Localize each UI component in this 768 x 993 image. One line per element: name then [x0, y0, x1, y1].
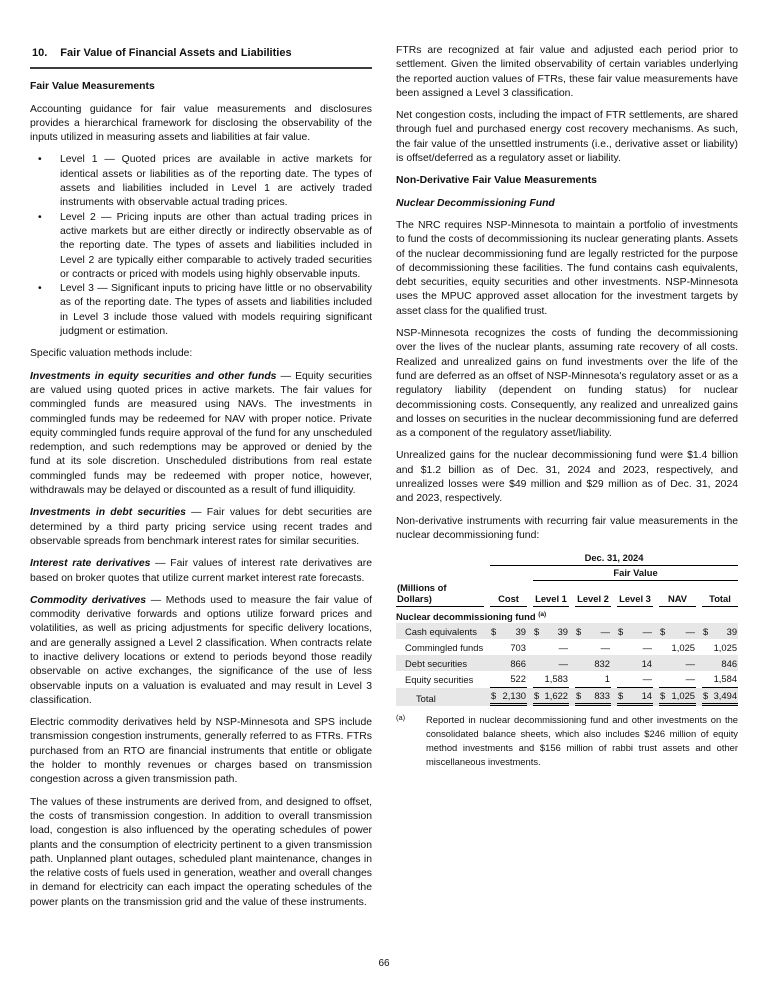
definition-lead: Investments in equity securities and other funds: [30, 370, 277, 382]
heading-non-derivative: Non-Derivative Fair Value Measurements: [396, 175, 597, 187]
paragraph-ftr-recognition: FTRs are recognized at fair value and adjusted each period prior to settlement. Given the limited observability of certain variables underlying the reported auction values of FTRs, these fair value measurements have been assigned a Level 3 classification.: [396, 45, 738, 99]
section-label-text: Nuclear decommissioning fund: [396, 611, 539, 623]
value-cell: [484, 671, 527, 688]
value-cell: [696, 688, 738, 707]
fair-value-table: [396, 551, 738, 706]
cell-value: —: [685, 657, 695, 669]
cell-value: —: [600, 625, 610, 637]
table-row-total: [396, 688, 738, 707]
fair-value-group-header: Fair Value: [533, 566, 738, 581]
cell-value: 2,130: [502, 689, 526, 701]
level-bullet-list: [30, 153, 372, 339]
dollar-sign: $: [618, 625, 624, 637]
table-row-equity-securities: [396, 671, 738, 688]
definition-text: — Equity securities are valued using quoted prices in active markets. The fair values for commingled funds are measured using NAVs. The investments in commingled funds may be redeemed for NAV with proper notice. Private equity commingled funds require approval of the fund for any unscheduled redemption, and such redemptions may be approved or denied by the fund at its sole discretion. Unscheduled distributions from real estate commingled funds may be redeemed with proper notice, however, withdrawals may be delayed or discounted as a result of fund illiquidity.: [30, 370, 372, 497]
column-header-cell: [569, 581, 611, 607]
cell-value: 39: [557, 625, 568, 637]
group-header-cell: [527, 566, 738, 581]
value-cell: [569, 688, 611, 707]
cell-value: 1,584: [713, 673, 738, 685]
column-header-level2: Level 2: [575, 592, 611, 607]
paragraph-net-congestion: Net congestion costs, including the impact of FTR settlements, are shared through fuel and purchased energy cost recovery mechanisms. As such, the fair value of the unsettled instruments (i.e., derivative asset or liability) is offset/deferred as a regulatory asset or liability.: [396, 110, 738, 165]
paragraph-debt-securities: [30, 506, 372, 549]
row-label-cell: [396, 688, 484, 707]
bullet-marker: •: [38, 211, 42, 223]
value-cell: [484, 623, 527, 639]
value-cell: [611, 623, 653, 639]
value-cell: [611, 655, 653, 671]
footnote-reference: (a): [538, 611, 547, 619]
value-cell: [653, 639, 696, 655]
bullet-marker: •: [38, 283, 42, 295]
bullet-text: Level 1 — Quoted prices are available in active markets for identical assets or liabilities as of the reporting date. The types of assets and liabilities included in Level 1 are actively traded instruments with observable actual trading prices.: [60, 154, 372, 209]
date-header-cell: [484, 551, 738, 566]
row-label: Debt securities: [405, 657, 468, 669]
section-number: 10.: [32, 47, 48, 59]
spacer-cell: [484, 566, 527, 581]
definition-text: — Methods used to measure the fair value of commodity derivative forwards and options utilize forward prices and volatilities, as well as pricing adjustments for specific delivery locations, and are generally assigned a Level 2 classification. When contracts relate to inactive delivery locations or extend to periods beyond those readily observable on active exchanges, the significance of the use of less observable inputs on a valuation is evaluated and may result in Level 3 classification.: [30, 594, 372, 706]
value-cell: [484, 639, 527, 655]
dollar-sign: $: [618, 689, 624, 701]
value-cell: [653, 688, 696, 707]
column-header-cost: Cost: [490, 592, 527, 607]
cell-value: 866: [510, 657, 526, 669]
cell-value: 3,494: [713, 689, 738, 701]
column-header-cell: [696, 581, 738, 607]
cell-value: 14: [641, 657, 652, 669]
bullet-marker: •: [38, 154, 42, 166]
heading-nuclear-decommissioning-fund: Nuclear Decommissioning Fund: [396, 197, 555, 209]
column-header-cell: [527, 581, 569, 607]
value-cell: [653, 623, 696, 639]
bullet-text: Level 2 — Pricing inputs are other than actual trading prices in active markets but are either directly or indirectly observable as of the reporting date. The types of assets and liabilities included in Level 2 are typically either comparable to actively traded securities or contracts or priced with models using highly observable inputs.: [60, 211, 372, 280]
cell-value: —: [558, 657, 568, 669]
value-cell: [696, 639, 738, 655]
dollar-sign: $: [703, 625, 709, 637]
row-label-cell: [396, 671, 484, 688]
value-cell: [569, 623, 611, 639]
dollar-sign: $: [491, 625, 497, 637]
row-label-cell: [396, 639, 484, 655]
dollar-sign: $: [534, 689, 540, 701]
column-header-level3: Level 3: [617, 592, 653, 607]
cell-value: 1,025: [671, 641, 695, 653]
definition-text: — Fair values for debt securities are determined by a third party pricing service using recent trades and observable spreads from benchmark interest rates for similar securities.: [30, 507, 372, 547]
cell-value: 39: [515, 625, 526, 637]
bullet-item-level-2: [30, 211, 372, 282]
paragraph-interest-rate-derivatives: [30, 557, 372, 586]
value-cell: [527, 671, 569, 688]
column-header-label: (Millions of Dollars): [396, 581, 484, 607]
paragraph-equity-securities: [30, 370, 372, 499]
value-cell: [653, 671, 696, 688]
table-row-cash-equivalents: [396, 623, 738, 639]
column-header-level1: Level 1: [533, 592, 569, 607]
cell-value: —: [642, 673, 652, 685]
row-label-cell: [396, 623, 484, 639]
section-label: [396, 607, 738, 623]
cell-value: 1: [604, 673, 610, 685]
cell-value: 1,025: [713, 641, 738, 653]
row-label: Total: [416, 692, 436, 704]
cell-value: 703: [510, 641, 526, 653]
date-header: Dec. 31, 2024: [490, 551, 738, 566]
definition-lead: Interest rate derivatives: [30, 558, 151, 570]
section-title-text: Fair Value of Financial Assets and Liabilities: [60, 47, 292, 59]
cell-value: 522: [510, 673, 526, 685]
paragraph-commodity-derivatives: [30, 594, 372, 708]
column-header-cell: [653, 581, 696, 607]
value-cell: [611, 688, 653, 707]
row-label: Commingled funds: [405, 641, 484, 653]
table-section-row: [396, 607, 738, 623]
row-label-cell: [396, 655, 484, 671]
paragraph-cost-recognition: NSP-Minnesota recognizes the costs of funding the decommissioning over the lives of the nuclear plants, assuming rate recovery of all costs. Realized and unrealized gains on fund investments over the life of the fund are deferred as an offset of NSP-Minnesota's regulatory asset or as a regulatory liability (dependent on funding status) for nuclear decommissioning costs. Consequently, any realized and unrealized gains and losses on securities in the nuclear decommissioning fund are deferred as a component of the regulatory asset/liability.: [396, 328, 738, 440]
value-cell: [611, 671, 653, 688]
dollar-sign: $: [703, 689, 709, 701]
paragraph-electric-commodity: Electric commodity derivatives held by NSP-Minnesota and SPS include transmission congestion instruments, generally referred to as FTRs. FTRs purchased from an RTO are financial instruments that entitle or obligate the holder to monthly revenues or charges based on transmission congestion across a given transmission path.: [30, 717, 372, 786]
definition-lead: Investments in debt securities: [30, 507, 186, 519]
footnote-marker: (a): [396, 713, 406, 723]
dollar-sign: $: [660, 625, 666, 637]
value-cell: [527, 688, 569, 707]
paragraph-instrument-values: The values of these instruments are derived from, and designed to offset, the costs of transmission congestion. In addition to overall transmission load, congestion is also influenced by the operating schedules of power plants and the consumption of electricity pertinent to a given transmission path. Unplanned plant outages, scheduled plant maintenance, changes in the relative costs of fuels used in generation, weather and overall changes in demand for electricity can each impact the operating schedules of the power plants on the transmission grid and the value of these instruments.: [30, 796, 372, 908]
value-cell: [569, 639, 611, 655]
cell-value: —: [600, 641, 610, 653]
column-header-total: Total: [702, 592, 738, 607]
table-date-header-row: [396, 551, 738, 566]
value-cell: [653, 655, 696, 671]
footnote-text: Reported in nuclear decommissioning fund and other investments on the consolidated balance sheets, which also includes $246 million of equity method investments and $156 million of rabbi trust assets and other miscellaneous investments.: [426, 714, 738, 768]
right-column: [396, 44, 738, 769]
value-cell: [696, 671, 738, 688]
cell-value: 833: [594, 689, 610, 701]
value-cell: [527, 623, 569, 639]
value-cell: [696, 655, 738, 671]
table-row-debt-securities: [396, 655, 738, 671]
paragraph-valuation-methods: Specific valuation methods include:: [30, 348, 193, 360]
cell-value: —: [685, 625, 695, 637]
value-cell: [527, 639, 569, 655]
dollar-sign: $: [660, 689, 666, 701]
cell-value: 846: [721, 657, 738, 669]
bullet-item-level-1: [30, 153, 372, 210]
row-label: Cash equivalents: [405, 625, 477, 637]
heading-fair-value-measurements: Fair Value Measurements: [30, 81, 155, 93]
column-header-nav: NAV: [659, 592, 696, 607]
value-cell: [696, 623, 738, 639]
paragraph-unrealized-gains: Unrealized gains for the nuclear decommissioning fund were $1.4 billion and $1.2 billion as of Dec. 31, 2024 and 2023, respectively, and unrealized losses were $49 million and $29 million as of Dec. 31, 2024 and 2023, respectively.: [396, 450, 738, 505]
cell-value: —: [642, 641, 652, 653]
spacer-cell: [396, 566, 484, 581]
dollar-sign: $: [576, 689, 582, 701]
section-title: [30, 44, 372, 69]
cell-value: 1,583: [544, 673, 568, 685]
value-cell: [484, 655, 527, 671]
table-row-commingled-funds: [396, 639, 738, 655]
paragraph-nrc-requirements: The NRC requires NSP-Minnesota to maintain a portfolio of investments to fund the costs of decommissioning its nuclear generating plants. Assets of the nuclear decommissioning fund are legally restricted for the purpose of decommissioning these facilities. The fund contains cash equivalents, debt securities, equity securities and other investments. NSP-Minnesota uses the MPUC approved asset allocation for the investment targets by asset class for the qualified trust.: [396, 219, 738, 317]
cell-value: —: [642, 625, 652, 637]
paragraph-table-intro: Non-derivative instruments with recurring fair value measurements in the nuclear decommissioning fund:: [396, 515, 738, 541]
definition-lead: Commodity derivatives: [30, 594, 147, 606]
table-column-header-row: [396, 581, 738, 607]
bullet-text: Level 3 — Significant inputs to pricing have little or no observability as of the reporting date. The types of assets and liabilities included in Level 3 include those valued with models requiring significant judgment or estimation.: [60, 283, 372, 338]
cell-value: —: [558, 641, 568, 653]
left-column: [30, 44, 372, 918]
table-group-header-row: [396, 566, 738, 581]
footnote-a: [396, 713, 738, 769]
dollar-sign: $: [534, 625, 540, 637]
paragraph-accounting-guidance: Accounting guidance for fair value measurements and disclosures provides a hierarchical framework for disclosing the observability of the inputs utilized in measuring assets and liabilities at fair value.: [30, 103, 372, 144]
value-cell: [569, 655, 611, 671]
cell-value: 39: [726, 625, 738, 637]
cell-value: 1,622: [544, 689, 568, 701]
value-cell: [484, 688, 527, 707]
value-cell: [527, 655, 569, 671]
row-label: Equity securities: [405, 674, 474, 686]
cell-value: 14: [641, 689, 652, 701]
definition-text: — Fair values of interest rate derivatives are based on broker quotes that utilize current market interest rate forecasts.: [30, 558, 372, 584]
value-cell: [569, 671, 611, 688]
column-header-cell: [396, 581, 484, 607]
column-header-cell: [484, 581, 527, 607]
dollar-sign: $: [576, 625, 582, 637]
cell-value: —: [685, 673, 695, 685]
spacer-cell: [396, 551, 484, 566]
cell-value: 1,025: [671, 689, 695, 701]
value-cell: [611, 639, 653, 655]
cell-value: 832: [594, 657, 610, 669]
page-number: 66: [378, 958, 390, 969]
dollar-sign: $: [491, 689, 497, 701]
section-label-cell: [396, 607, 738, 623]
column-header-cell: [611, 581, 653, 607]
bullet-item-level-3: [30, 282, 372, 339]
